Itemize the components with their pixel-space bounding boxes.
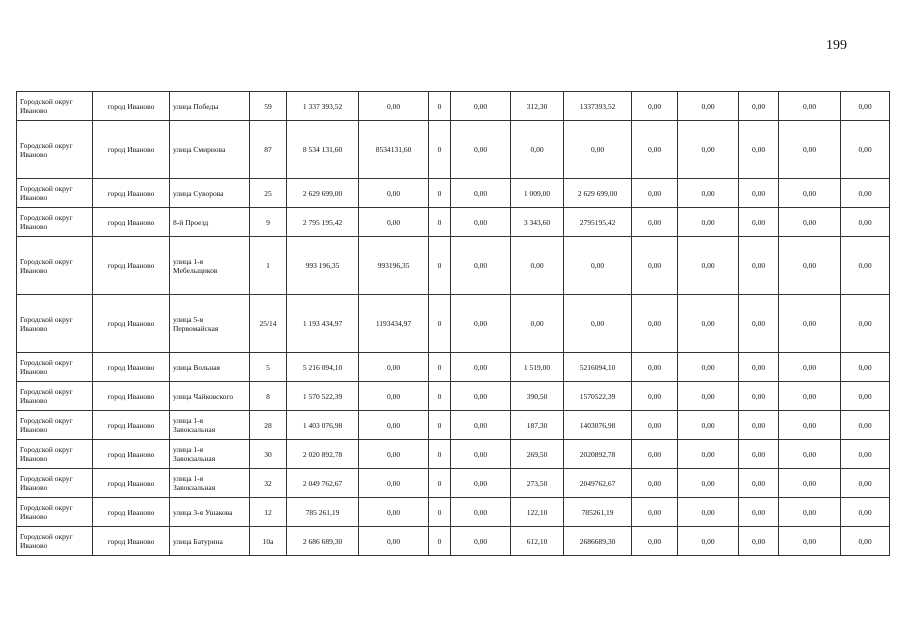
cell-settlement: город Иваново: [93, 237, 170, 295]
cell-col-10: 2020892,78: [564, 440, 632, 469]
cell-col-7: 0: [429, 237, 451, 295]
cell-settlement: город Иваново: [93, 440, 170, 469]
cell-municipality: Городской округ Иваново: [17, 121, 93, 179]
cell-col-13: 0,00: [739, 382, 779, 411]
cell-area: 0,00: [511, 295, 564, 353]
cell-area: 0,00: [511, 121, 564, 179]
cell-col-7: 0: [429, 411, 451, 440]
table-row: [17, 382, 890, 411]
cell-col-11: 0,00: [632, 179, 678, 208]
cell-col-13: 0,00: [739, 92, 779, 121]
cell-area: 1 009,00: [511, 179, 564, 208]
cell-col-11: 0,00: [632, 121, 678, 179]
table-row: [17, 237, 890, 295]
cell-col-14: 0,00: [779, 121, 841, 179]
table-row: [17, 498, 890, 527]
cell-area: 273,50: [511, 469, 564, 498]
cell-street: улица Чайковского: [170, 382, 250, 411]
cell-col-10: 0,00: [564, 237, 632, 295]
table-row: [17, 179, 890, 208]
cell-house-number: 12: [250, 498, 287, 527]
cell-area: 269,50: [511, 440, 564, 469]
table-row: [17, 208, 890, 237]
cell-col-14: 0,00: [779, 527, 841, 556]
cell-settlement: город Иваново: [93, 382, 170, 411]
table-body: [17, 92, 890, 556]
cell-col-6: 0,00: [359, 179, 429, 208]
table-row: [17, 121, 890, 179]
cell-col-6: 0,00: [359, 92, 429, 121]
cell-col-11: 0,00: [632, 353, 678, 382]
cell-col-10: 0,00: [564, 295, 632, 353]
cell-area: 122,10: [511, 498, 564, 527]
cell-col-8: 0,00: [451, 179, 511, 208]
cell-col-11: 0,00: [632, 295, 678, 353]
cell-municipality: Городской округ Иваново: [17, 527, 93, 556]
cell-col-7: 0: [429, 92, 451, 121]
cell-municipality: Городской округ Иваново: [17, 295, 93, 353]
cell-settlement: город Иваново: [93, 295, 170, 353]
cell-col-12: 0,00: [678, 527, 739, 556]
table-row: [17, 527, 890, 556]
cell-municipality: Городской округ Иваново: [17, 382, 93, 411]
cell-col-14: 0,00: [779, 237, 841, 295]
cell-total-cost: 1 337 393,52: [287, 92, 359, 121]
cell-municipality: Городской округ Иваново: [17, 440, 93, 469]
cell-col-10: 1570522,39: [564, 382, 632, 411]
cell-area: 187,30: [511, 411, 564, 440]
cell-settlement: город Иваново: [93, 208, 170, 237]
cell-col-13: 0,00: [739, 208, 779, 237]
cell-settlement: город Иваново: [93, 353, 170, 382]
cell-col-6: 0,00: [359, 498, 429, 527]
cell-house-number: 87: [250, 121, 287, 179]
cell-col-11: 0,00: [632, 440, 678, 469]
cell-col-11: 0,00: [632, 411, 678, 440]
cell-street: улица 1-я Завокзальная: [170, 469, 250, 498]
cell-street: улица Суворова: [170, 179, 250, 208]
cell-col-8: 0,00: [451, 237, 511, 295]
cell-street: улица 1-я Мебельщиков: [170, 237, 250, 295]
cell-col-11: 0,00: [632, 382, 678, 411]
cell-col-15: 0,00: [841, 527, 890, 556]
cell-house-number: 32: [250, 469, 287, 498]
cell-total-cost: 1 403 076,98: [287, 411, 359, 440]
cell-col-15: 0,00: [841, 353, 890, 382]
cell-area: 312,30: [511, 92, 564, 121]
cell-municipality: Городской округ Иваново: [17, 469, 93, 498]
cell-street: улица 5-я Первомайская: [170, 295, 250, 353]
cell-municipality: Городской округ Иваново: [17, 411, 93, 440]
cell-col-15: 0,00: [841, 469, 890, 498]
cell-col-15: 0,00: [841, 498, 890, 527]
cell-col-13: 0,00: [739, 237, 779, 295]
cell-house-number: 5: [250, 353, 287, 382]
cell-col-8: 0,00: [451, 121, 511, 179]
cell-col-6: 993196,35: [359, 237, 429, 295]
cell-col-15: 0,00: [841, 179, 890, 208]
cell-col-14: 0,00: [779, 353, 841, 382]
cell-col-6: 0,00: [359, 382, 429, 411]
cell-settlement: город Иваново: [93, 92, 170, 121]
cell-col-6: 8534131,60: [359, 121, 429, 179]
table-row: [17, 295, 890, 353]
cell-col-13: 0,00: [739, 469, 779, 498]
cell-house-number: 8: [250, 382, 287, 411]
cell-house-number: 25/14: [250, 295, 287, 353]
cell-total-cost: 2 049 762,67: [287, 469, 359, 498]
cell-settlement: город Иваново: [93, 527, 170, 556]
cell-col-15: 0,00: [841, 411, 890, 440]
cell-col-7: 0: [429, 208, 451, 237]
cell-col-13: 0,00: [739, 121, 779, 179]
cell-col-10: 5216094,10: [564, 353, 632, 382]
cell-col-15: 0,00: [841, 295, 890, 353]
cell-col-11: 0,00: [632, 208, 678, 237]
cell-col-7: 0: [429, 527, 451, 556]
cell-col-8: 0,00: [451, 527, 511, 556]
cell-street: улица Вольная: [170, 353, 250, 382]
cell-col-8: 0,00: [451, 469, 511, 498]
cell-col-6: 1193434,97: [359, 295, 429, 353]
data-table: [16, 91, 890, 556]
cell-col-15: 0,00: [841, 382, 890, 411]
page-number: 199: [826, 38, 847, 53]
cell-col-6: 0,00: [359, 440, 429, 469]
cell-col-15: 0,00: [841, 208, 890, 237]
cell-street: улица 1-я Завокзальная: [170, 440, 250, 469]
cell-total-cost: 993 196,35: [287, 237, 359, 295]
table-row: [17, 469, 890, 498]
cell-col-14: 0,00: [779, 382, 841, 411]
cell-col-15: 0,00: [841, 92, 890, 121]
cell-house-number: 28: [250, 411, 287, 440]
cell-total-cost: 2 629 699,00: [287, 179, 359, 208]
cell-col-10: 2795195,42: [564, 208, 632, 237]
cell-house-number: 30: [250, 440, 287, 469]
table-row: [17, 411, 890, 440]
cell-col-12: 0,00: [678, 92, 739, 121]
cell-col-8: 0,00: [451, 353, 511, 382]
cell-col-15: 0,00: [841, 121, 890, 179]
cell-settlement: город Иваново: [93, 179, 170, 208]
cell-col-8: 0,00: [451, 92, 511, 121]
cell-col-10: 2049762,67: [564, 469, 632, 498]
cell-col-11: 0,00: [632, 527, 678, 556]
cell-col-10: 0,00: [564, 121, 632, 179]
cell-col-14: 0,00: [779, 295, 841, 353]
cell-col-12: 0,00: [678, 382, 739, 411]
cell-col-8: 0,00: [451, 295, 511, 353]
cell-col-11: 0,00: [632, 469, 678, 498]
cell-street: улица Батурина: [170, 527, 250, 556]
cell-col-10: 1337393,52: [564, 92, 632, 121]
cell-total-cost: 1 570 522,39: [287, 382, 359, 411]
cell-area: 0,00: [511, 237, 564, 295]
cell-street: улица 1-я Завокзальная: [170, 411, 250, 440]
cell-area: 3 343,60: [511, 208, 564, 237]
cell-col-13: 0,00: [739, 527, 779, 556]
cell-area: 612,10: [511, 527, 564, 556]
cell-col-14: 0,00: [779, 469, 841, 498]
cell-total-cost: 1 193 434,97: [287, 295, 359, 353]
cell-col-14: 0,00: [779, 440, 841, 469]
cell-settlement: город Иваново: [93, 411, 170, 440]
cell-col-8: 0,00: [451, 411, 511, 440]
cell-area: 1 519,00: [511, 353, 564, 382]
cell-col-8: 0,00: [451, 382, 511, 411]
cell-col-11: 0,00: [632, 237, 678, 295]
cell-settlement: город Иваново: [93, 469, 170, 498]
cell-municipality: Городской округ Иваново: [17, 208, 93, 237]
cell-municipality: Городской округ Иваново: [17, 237, 93, 295]
cell-street: улица Смирнова: [170, 121, 250, 179]
cell-col-7: 0: [429, 498, 451, 527]
cell-col-14: 0,00: [779, 498, 841, 527]
cell-col-12: 0,00: [678, 469, 739, 498]
cell-total-cost: 2 795 195,42: [287, 208, 359, 237]
cell-col-7: 0: [429, 121, 451, 179]
cell-col-15: 0,00: [841, 237, 890, 295]
cell-street: улица 3-я Ушакова: [170, 498, 250, 527]
cell-col-7: 0: [429, 179, 451, 208]
cell-total-cost: 2 686 689,30: [287, 527, 359, 556]
cell-col-12: 0,00: [678, 440, 739, 469]
cell-col-12: 0,00: [678, 498, 739, 527]
cell-col-6: 0,00: [359, 208, 429, 237]
cell-settlement: город Иваново: [93, 498, 170, 527]
table-row: [17, 440, 890, 469]
cell-house-number: 1: [250, 237, 287, 295]
table-row: [17, 92, 890, 121]
cell-col-12: 0,00: [678, 121, 739, 179]
cell-col-6: 0,00: [359, 469, 429, 498]
cell-col-8: 0,00: [451, 208, 511, 237]
cell-col-8: 0,00: [451, 440, 511, 469]
cell-street: 8-й Проезд: [170, 208, 250, 237]
cell-col-10: 2 629 699,00: [564, 179, 632, 208]
cell-col-6: 0,00: [359, 353, 429, 382]
cell-total-cost: 8 534 131,60: [287, 121, 359, 179]
cell-municipality: Городской округ Иваново: [17, 498, 93, 527]
cell-col-13: 0,00: [739, 353, 779, 382]
cell-col-13: 0,00: [739, 440, 779, 469]
cell-house-number: 9: [250, 208, 287, 237]
cell-municipality: Городской округ Иваново: [17, 353, 93, 382]
cell-col-7: 0: [429, 353, 451, 382]
cell-col-13: 0,00: [739, 411, 779, 440]
cell-col-8: 0,00: [451, 498, 511, 527]
cell-col-11: 0,00: [632, 498, 678, 527]
cell-settlement: город Иваново: [93, 121, 170, 179]
cell-municipality: Городской округ Иваново: [17, 179, 93, 208]
cell-area: 390,50: [511, 382, 564, 411]
cell-municipality: Городской округ Иваново: [17, 92, 93, 121]
cell-col-10: 785261,19: [564, 498, 632, 527]
cell-col-6: 0,00: [359, 527, 429, 556]
cell-col-7: 0: [429, 469, 451, 498]
cell-col-12: 0,00: [678, 208, 739, 237]
cell-col-13: 0,00: [739, 498, 779, 527]
cell-col-14: 0,00: [779, 92, 841, 121]
cell-col-11: 0,00: [632, 92, 678, 121]
cell-col-7: 0: [429, 440, 451, 469]
cell-total-cost: 785 261,19: [287, 498, 359, 527]
cell-col-7: 0: [429, 382, 451, 411]
cell-col-12: 0,00: [678, 295, 739, 353]
cell-col-14: 0,00: [779, 208, 841, 237]
table-row: [17, 353, 890, 382]
cell-col-13: 0,00: [739, 295, 779, 353]
cell-total-cost: 2 020 892,78: [287, 440, 359, 469]
cell-total-cost: 5 216 094,10: [287, 353, 359, 382]
cell-col-12: 0,00: [678, 179, 739, 208]
cell-col-12: 0,00: [678, 237, 739, 295]
cell-col-12: 0,00: [678, 353, 739, 382]
cell-street: улица Победы: [170, 92, 250, 121]
cell-col-12: 0,00: [678, 411, 739, 440]
cell-col-10: 2686689,30: [564, 527, 632, 556]
cell-house-number: 25: [250, 179, 287, 208]
cell-col-6: 0,00: [359, 411, 429, 440]
cell-col-10: 1403076,98: [564, 411, 632, 440]
cell-col-13: 0,00: [739, 179, 779, 208]
cell-house-number: 59: [250, 92, 287, 121]
cell-col-7: 0: [429, 295, 451, 353]
cell-col-14: 0,00: [779, 179, 841, 208]
cell-house-number: 10а: [250, 527, 287, 556]
cell-col-14: 0,00: [779, 411, 841, 440]
cell-col-15: 0,00: [841, 440, 890, 469]
